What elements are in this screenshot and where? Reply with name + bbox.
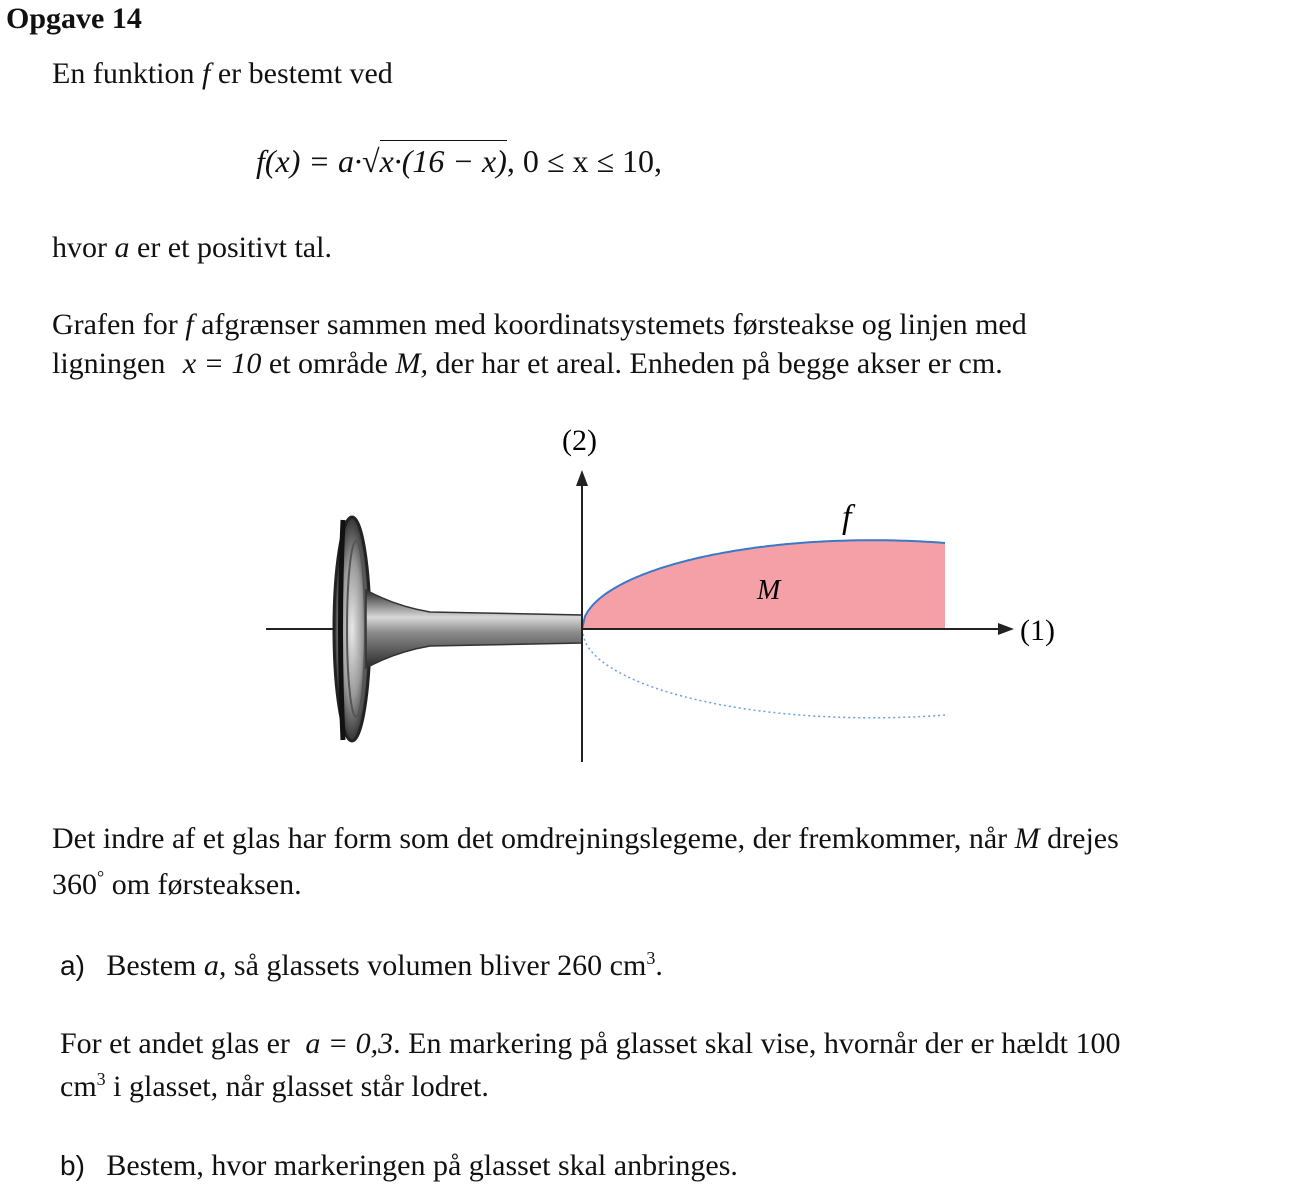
question-a bbox=[60, 949, 663, 983]
rotation-line1-after: drejes bbox=[1047, 822, 1119, 855]
rotation-M-var: M bbox=[1014, 822, 1040, 855]
region-label-m: M bbox=[757, 575, 781, 606]
formula-lhs: f(x) = a· bbox=[256, 143, 362, 179]
question-a-before: Bestem bbox=[106, 949, 197, 982]
x-axis-label: (1) bbox=[1020, 614, 1055, 647]
task-heading: Opgave 14 bbox=[6, 2, 142, 35]
question-a-end: . bbox=[655, 949, 663, 982]
sqrt-sign: √ bbox=[362, 143, 380, 179]
other-glass-line2-after: i glasset, når glasset står lodret. bbox=[105, 1070, 489, 1103]
question-a-after: så glassets volumen bliver 260 cm bbox=[233, 949, 647, 982]
degree-sign: ° bbox=[97, 867, 105, 887]
intro-after: er bestemt ved bbox=[217, 57, 393, 90]
other-glass-unit: cm bbox=[60, 1070, 97, 1103]
region-line2-after: der har et areal. Enheden på begge akser er cm. bbox=[435, 347, 1003, 380]
region-line2-before: ligningen bbox=[52, 347, 166, 380]
y-axis-arrow bbox=[576, 470, 588, 486]
formula-sqrt-argument: x·(16 − x) bbox=[380, 140, 507, 179]
formula-domain: , 0 ≤ x ≤ 10, bbox=[506, 143, 662, 179]
intro-before: En funktion bbox=[52, 57, 195, 90]
other-glass-after: . En markering på glasset skal vise, hvornår der er hældt 100 bbox=[393, 1027, 1121, 1060]
region-line1-after: afgrænser sammen med koordinatsystemets førsteakse og linjen med bbox=[201, 308, 1027, 341]
region-M-var: M, bbox=[395, 347, 428, 380]
curve-label-f: f bbox=[842, 499, 852, 536]
where-after: er et positivt tal. bbox=[137, 231, 332, 264]
question-b-label: b) bbox=[60, 1150, 85, 1181]
rotation-line1-before: Det indre af et glas har form som det omdrejningslegeme, der fremkommer, når bbox=[52, 822, 1008, 855]
other-glass-before: For et andet glas er bbox=[60, 1027, 290, 1060]
x-axis-arrow bbox=[998, 623, 1014, 635]
where-a-var: a bbox=[114, 231, 130, 264]
where-before: hvor bbox=[52, 231, 107, 264]
rotation-line-2 bbox=[52, 868, 302, 902]
region-line2-mid: et område bbox=[268, 347, 388, 380]
other-glass-line-2 bbox=[60, 1070, 489, 1104]
rotation-line2-after: om førsteaksen. bbox=[104, 868, 302, 901]
rotation-line-1 bbox=[52, 822, 1119, 856]
other-glass-equation: a = 0,3 bbox=[305, 1027, 394, 1060]
region-f-var: f bbox=[185, 308, 194, 341]
other-glass-sup: 3 bbox=[96, 1069, 106, 1089]
question-a-label: a) bbox=[60, 950, 85, 981]
question-b-text: Bestem, hvor markeringen på glasset skal anbringes. bbox=[106, 1149, 738, 1182]
y-axis-label: (2) bbox=[562, 424, 597, 457]
other-glass-line-1 bbox=[60, 1027, 1120, 1061]
glass-stem-image bbox=[366, 590, 582, 668]
region-line1-before: Grafen for bbox=[52, 308, 178, 341]
question-b bbox=[60, 1149, 738, 1183]
curve-f-mirror bbox=[582, 629, 945, 718]
region-line-equation: x = 10 bbox=[182, 347, 262, 380]
glass-foot-image bbox=[334, 517, 370, 741]
question-a-var: a, bbox=[203, 949, 227, 982]
intro-f-var: f bbox=[202, 57, 211, 90]
question-a-sup: 3 bbox=[646, 948, 656, 968]
rotation-degrees: 360 bbox=[52, 868, 97, 901]
